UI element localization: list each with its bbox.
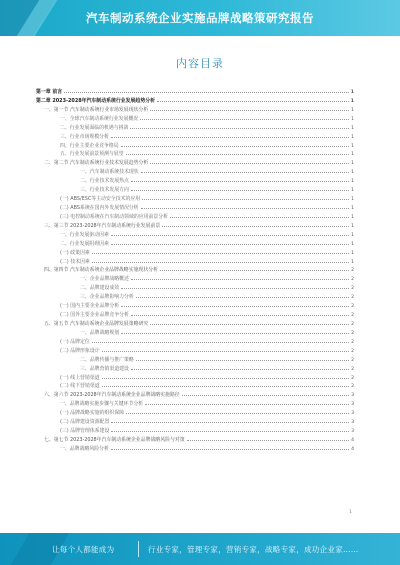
toc-leader-dots: [64, 86, 349, 93]
toc-entry-page: 1: [350, 98, 354, 104]
toc-entry[interactable]: [36, 354, 354, 363]
toc-entry-label: (二) ABS系统在国内外发展情况分析: [60, 204, 139, 211]
toc-entry-page: 2: [351, 286, 354, 292]
toc-leader-dots: [126, 148, 349, 155]
toc-entry[interactable]: [36, 336, 354, 345]
toc-entry-label: 一、汽车制动系统技术现状: [80, 169, 139, 176]
toc-entry[interactable]: [36, 380, 354, 389]
toc-entry-page: 1: [351, 197, 354, 203]
toc-entry-label: (一) 国内主要企业品牌分析: [60, 303, 120, 310]
toc-entry-label: (二) 品牌形象设计: [60, 347, 100, 354]
toc-leader-dots: [157, 95, 349, 102]
table-of-contents: [36, 86, 354, 452]
toc-entry-page: 3: [351, 393, 354, 399]
toc-entry[interactable]: [36, 425, 354, 434]
toc-entry-label: 二、品牌传播与推广策略: [80, 356, 134, 363]
toc-entry-label: 第二章 2023-2028年汽车制动系统行业发展趋势分析: [36, 97, 155, 104]
toc-entry-page: 2: [351, 366, 354, 372]
toc-entry-label: 一、品牌战略风险分析: [60, 445, 109, 452]
toc-leader-dots: [140, 113, 349, 120]
page-number: 1: [349, 510, 352, 515]
toc-leader-dots: [136, 291, 349, 298]
toc-entry-page: 2: [351, 330, 354, 336]
toc-leader-dots: [92, 256, 349, 263]
footer-divider: [138, 541, 139, 557]
toc-entry-page: 2: [351, 313, 354, 319]
toc-entry-label: (一) 线上营销渠道: [60, 374, 100, 381]
toc-entry-page: 2: [351, 357, 354, 363]
toc-entry-label: 一、品牌战略实施步骤与关键环节分析: [60, 401, 144, 408]
toc-entry-label: 一、企业品牌战略概述: [80, 276, 129, 283]
toc-entry[interactable]: [36, 122, 354, 131]
toc-entry-page: 1: [351, 125, 354, 131]
toc-entry-label: (二) 品牌建设资源配置: [60, 419, 110, 426]
toc-entry-page: 1: [350, 90, 354, 95]
toc-entry[interactable]: [36, 264, 354, 273]
toc-entry-page: 1: [351, 214, 354, 220]
toc-entry[interactable]: [36, 175, 354, 184]
toc-entry-label: 三、行业市场规模分析: [60, 133, 109, 140]
toc-entry-label: 二、品牌建设成效: [80, 285, 120, 292]
toc-entry-page: 2: [351, 321, 354, 327]
report-title: 汽车制动系统企业实施品牌战略策研究报告: [86, 11, 314, 25]
toc-entry[interactable]: [36, 407, 354, 416]
toc-entry-page: 1: [351, 259, 354, 265]
toc-entry-label: 七、第七节 2023-2028年汽车制动系统企业品牌战略风险与对策: [44, 436, 185, 443]
toc-leader-dots: [111, 443, 349, 450]
toc-entry-label: (三) 品牌管理体系建设: [60, 428, 110, 435]
toc-entry[interactable]: [36, 202, 354, 211]
toc-entry[interactable]: [36, 372, 354, 381]
toc-entry[interactable]: [36, 443, 354, 452]
toc-leader-dots: [92, 336, 349, 343]
toc-entry[interactable]: [36, 247, 354, 256]
toc-entry-label: 二、行业发展阻碍因素: [60, 240, 109, 247]
toc-entry-page: 1: [351, 188, 354, 194]
toc-heading: 内容目录: [176, 57, 224, 70]
toc-entry-label: 二、行业发展面临的机遇与挑战: [60, 124, 129, 131]
toc-entry-page: 1: [351, 116, 354, 122]
header-banner: [0, 0, 400, 36]
toc-leader-dots: [121, 282, 349, 289]
toc-entry-label: 一、品牌战略规划: [80, 329, 120, 336]
toc-leader-dots: [131, 363, 349, 370]
toc-entry-label: 二、第二节 汽车制动系统行业技术发展趋势分析: [44, 160, 149, 167]
toc-entry[interactable]: [36, 318, 354, 327]
toc-entry-label: (一) 品牌战略实施的组织保障: [60, 410, 125, 417]
toc-entry-label: 三、品牌营销渠道建设: [80, 365, 129, 372]
toc-leader-dots: [121, 327, 349, 334]
toc-leader-dots: [111, 425, 349, 432]
toc-entry[interactable]: [36, 229, 354, 238]
toc-entry-page: 1: [351, 232, 354, 238]
toc-entry-page: 1: [351, 250, 354, 256]
toc-leader-dots: [102, 380, 349, 387]
toc-entry[interactable]: [36, 363, 354, 372]
toc-entry-label: 三、第三节 2023-2028年汽车制动系统行业发展前景: [44, 222, 161, 229]
toc-entry-page: 2: [351, 304, 354, 310]
toc-leader-dots: [141, 202, 349, 209]
toc-entry-page: 3: [351, 420, 354, 426]
toc-entry-label: (一) ABS/ESC等主动安全技术的应用: [60, 196, 141, 203]
toc-leader-dots: [150, 318, 349, 325]
toc-entry[interactable]: [36, 345, 354, 354]
toc-entry-label: (二) 线下营销渠道: [60, 383, 100, 390]
toc-leader-dots: [150, 104, 349, 111]
toc-entry-label: (一) 品牌定位: [60, 338, 90, 345]
toc-entry-page: 1: [351, 241, 354, 247]
toc-entry[interactable]: [36, 256, 354, 265]
toc-entry[interactable]: [36, 309, 354, 318]
toc-entry[interactable]: [36, 434, 354, 443]
toc-entry-page: 2: [351, 268, 354, 274]
toc-entry-label: 一、全球汽车制动系统行业发展概况: [60, 115, 139, 122]
toc-entry[interactable]: [36, 157, 354, 166]
toc-leader-dots: [187, 434, 349, 441]
toc-entry-page: 2: [351, 375, 354, 381]
toc-entry[interactable]: [36, 148, 354, 157]
toc-entry[interactable]: [36, 398, 354, 407]
toc-entry-label: 三、行业技术发展方向: [80, 187, 129, 194]
toc-leader-dots: [150, 157, 349, 164]
toc-entry[interactable]: [36, 95, 354, 104]
toc-entry-label: 四、行业主要企业竞争格局: [60, 142, 119, 149]
toc-entry[interactable]: [36, 220, 354, 229]
toc-leader-dots: [131, 273, 349, 280]
toc-leader-dots: [121, 300, 349, 307]
toc-entry[interactable]: [36, 389, 354, 398]
toc-leader-dots: [182, 389, 349, 396]
toc-entry-page: 1: [351, 205, 354, 211]
toc-entry-label: 一、行业发展驱动因素: [60, 231, 109, 238]
toc-leader-dots: [131, 175, 349, 182]
toc-entry-page: 1: [351, 143, 354, 149]
toc-entry-page: 1: [351, 161, 354, 167]
toc-entry-page: 1: [351, 179, 354, 185]
toc-entry-page: 2: [351, 339, 354, 345]
toc-entry[interactable]: [36, 238, 354, 247]
toc-leader-dots: [142, 193, 349, 200]
toc-leader-dots: [136, 354, 349, 361]
toc-leader-dots: [145, 398, 349, 405]
toc-leader-dots: [111, 238, 349, 245]
toc-leader-dots: [102, 345, 349, 352]
toc-leader-dots: [111, 131, 349, 138]
toc-entry-page: 2: [351, 277, 354, 283]
toc-entry[interactable]: [36, 291, 354, 300]
toc-entry-page: 3: [351, 402, 354, 408]
toc-leader-dots: [170, 211, 349, 218]
toc-leader-dots: [92, 247, 349, 254]
toc-leader-dots: [111, 229, 349, 236]
footer-services: 行业专家，管理专家，营销专家，战略专家，成功企业家……: [148, 545, 359, 554]
toc-leader-dots: [160, 264, 349, 271]
toc-entry-label: (二) 技术因素: [60, 258, 90, 265]
toc-entry[interactable]: [36, 273, 354, 282]
toc-entry-label: 三、企业品牌影响力分析: [80, 294, 134, 301]
toc-entry[interactable]: [36, 113, 354, 122]
toc-entry[interactable]: [36, 300, 354, 309]
toc-entry-label: 一、第一节 汽车制动系统行业市场发展现状分析: [44, 106, 149, 113]
toc-entry[interactable]: [36, 193, 354, 202]
toc-entry[interactable]: [36, 131, 354, 140]
toc-entry-label: (三) 电控制动系统在汽车制动领域的应用前景分析: [60, 213, 169, 220]
footer-slogan: 让每个人都能成为: [52, 545, 115, 554]
toc-entry-label: (一) 政策因素: [60, 249, 90, 256]
toc-entry[interactable]: [36, 416, 354, 425]
toc-entry-page: 2: [351, 348, 354, 354]
toc-entry-page: 1: [351, 223, 354, 229]
toc-entry[interactable]: [36, 104, 354, 113]
toc-leader-dots: [121, 140, 349, 147]
toc-entry[interactable]: [36, 327, 354, 336]
toc-entry-page: 4: [351, 446, 354, 452]
toc-entry-page: 3: [351, 429, 354, 435]
toc-entry[interactable]: [36, 211, 354, 220]
toc-entry[interactable]: [36, 184, 354, 193]
toc-entry-page: 1: [351, 134, 354, 140]
toc-leader-dots: [131, 184, 349, 191]
toc-entry-page: 1: [351, 152, 354, 158]
toc-entry-page: 4: [351, 437, 354, 443]
toc-entry-page: 2: [351, 295, 354, 301]
toc-entry-label: 六、第六节 2023-2028年汽车制动系统企业品牌战略实施路径: [44, 392, 180, 399]
toc-entry-label: 五、行业发展前景预测与展望: [60, 151, 124, 158]
toc-leader-dots: [102, 372, 349, 379]
toc-entry-page: 2: [351, 384, 354, 390]
toc-leader-dots: [162, 220, 349, 227]
toc-entry-page: 1: [351, 170, 354, 176]
toc-entry[interactable]: [36, 166, 354, 175]
toc-entry-page: 1: [351, 107, 354, 113]
toc-leader-dots: [141, 166, 349, 173]
toc-entry-label: 五、第五节 汽车制动系统企业品牌发展策略研究: [44, 320, 149, 327]
toc-entry-label: 第一章 前言: [36, 89, 63, 95]
footer-banner: [0, 533, 400, 565]
toc-entry-page: 3: [351, 411, 354, 417]
toc-entry[interactable]: [36, 282, 354, 291]
toc-leader-dots: [126, 407, 349, 414]
toc-entry-label: 四、第四节 汽车制动系统企业品牌战略实施现状分析: [44, 267, 159, 274]
toc-entry-label: 二、行业技术发展热点: [80, 178, 129, 185]
toc-entry[interactable]: [36, 86, 354, 95]
toc-leader-dots: [130, 122, 349, 129]
toc-leader-dots: [111, 416, 349, 423]
toc-entry[interactable]: [36, 140, 354, 149]
toc-entry-label: (二) 国外主要企业品牌竞争分析: [60, 312, 129, 319]
toc-leader-dots: [131, 309, 349, 316]
